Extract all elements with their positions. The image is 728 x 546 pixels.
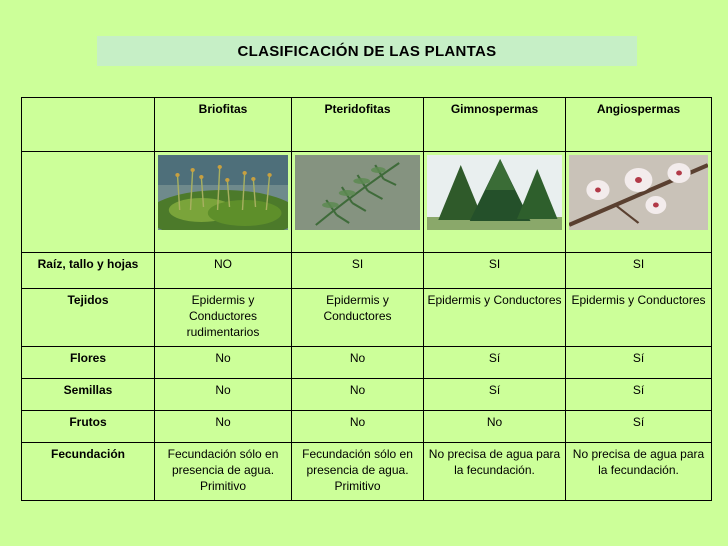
column-header-pteridofitas: Pteridofitas xyxy=(292,98,424,152)
image-row-label xyxy=(22,152,155,253)
angiospermas-image-cell xyxy=(566,152,712,253)
table-cell: SI xyxy=(424,253,566,289)
table-cell: No xyxy=(155,411,292,443)
table-cell: No xyxy=(424,411,566,443)
table-cell: Epidermis y Conductores xyxy=(566,289,712,347)
fern-image xyxy=(295,155,420,230)
table-cell: Epidermis y Conductores rudimentarios xyxy=(155,289,292,347)
table-cell: SI xyxy=(566,253,712,289)
table-cell: Fecundación sólo en presencia de agua. Primitivo xyxy=(155,443,292,501)
table-cell: Sí xyxy=(424,347,566,379)
classification-table xyxy=(21,97,712,501)
column-header-briofitas: Briofitas xyxy=(155,98,292,152)
table-cell: Fecundación sólo en presencia de agua. Primitivo xyxy=(292,443,424,501)
row-label-fecundacion: Fecundación xyxy=(22,443,155,501)
table-row xyxy=(22,347,712,379)
table-cell: No xyxy=(292,411,424,443)
row-label-raiz: Raíz, tallo y hojas xyxy=(22,253,155,289)
column-header-gimnospermas: Gimnospermas xyxy=(424,98,566,152)
row-label-semillas: Semillas xyxy=(22,379,155,411)
table-cell: Sí xyxy=(566,379,712,411)
row-label-frutos: Frutos xyxy=(22,411,155,443)
moss-image xyxy=(158,155,288,230)
table-cell: Sí xyxy=(566,347,712,379)
table-row xyxy=(22,411,712,443)
row-label-tejidos: Tejidos xyxy=(22,289,155,347)
table-cell: No xyxy=(292,347,424,379)
pteridofitas-image-cell xyxy=(292,152,424,253)
table-cell: No precisa de agua para la fecundación. xyxy=(566,443,712,501)
header-row xyxy=(22,98,712,152)
table-cell: No xyxy=(155,379,292,411)
table-cell: Epidermis y Conductores xyxy=(424,289,566,347)
table-cell: Sí xyxy=(424,379,566,411)
page-title: CLASIFICACIÓN DE LAS PLANTAS xyxy=(97,36,637,66)
briofitas-image-cell xyxy=(155,152,292,253)
header-corner xyxy=(22,98,155,152)
table-cell: No xyxy=(292,379,424,411)
image-row xyxy=(22,152,712,253)
column-header-angiospermas: Angiospermas xyxy=(566,98,712,152)
row-label-flores: Flores xyxy=(22,347,155,379)
table-row xyxy=(22,379,712,411)
table-cell: No precisa de agua para la fecundación. xyxy=(424,443,566,501)
gimnospermas-image-cell xyxy=(424,152,566,253)
table-cell: Epidermis y Conductores xyxy=(292,289,424,347)
table-cell: SI xyxy=(292,253,424,289)
table-cell: NO xyxy=(155,253,292,289)
almond-blossom-image xyxy=(569,155,708,230)
table-row xyxy=(22,253,712,289)
table-cell: No xyxy=(155,347,292,379)
table-cell: Sí xyxy=(566,411,712,443)
conifer-tree-image xyxy=(427,155,562,230)
table-row xyxy=(22,443,712,501)
table-row xyxy=(22,289,712,347)
